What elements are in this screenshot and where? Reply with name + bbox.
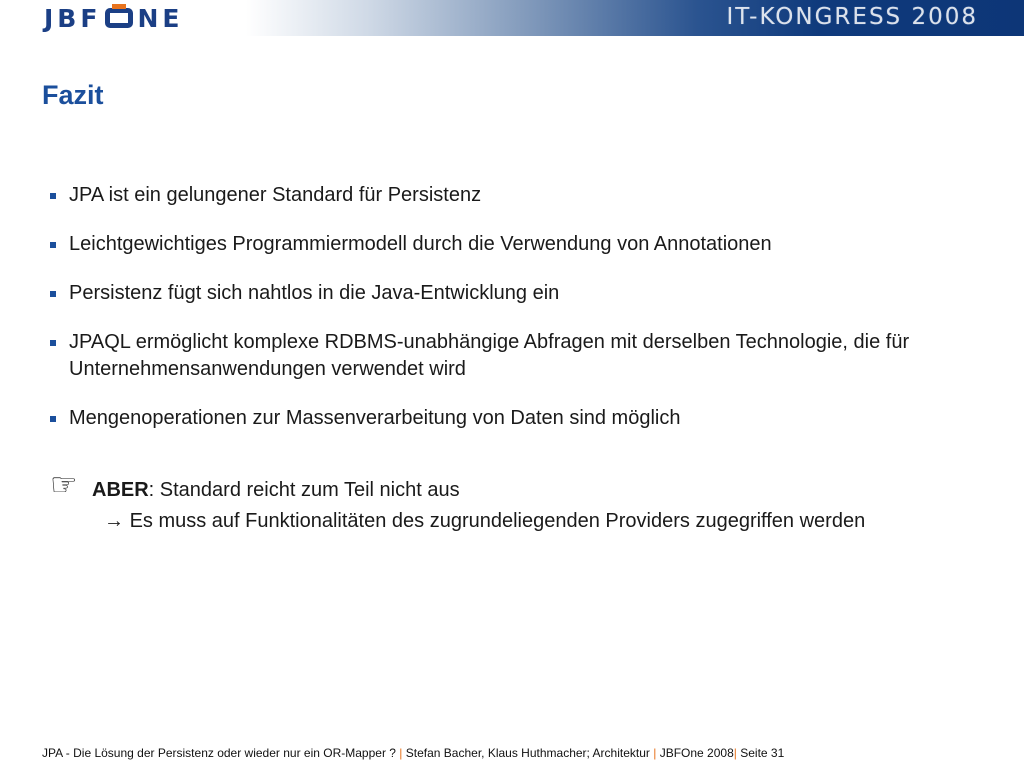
footer-separator: |: [399, 746, 403, 760]
bullet-text: JPA ist ein gelungener Standard für Persistenz: [69, 184, 482, 206]
header-banner: [0, 0, 1024, 36]
bullet-item: [50, 280, 990, 307]
bullet-item: [50, 329, 969, 383]
pointing-hand-icon: ☞: [50, 467, 78, 503]
arrow-right-icon: →: [104, 510, 124, 532]
jbfone-logo: [44, 5, 183, 31]
bullet-text: JPAQL ermöglicht komplexe RDBMS-unabhängige Abfragen mit derselben Technologie, die für Unternehmensanwendungen verwendet wird: [69, 331, 910, 380]
slide-title: Fazit: [42, 80, 104, 110]
square-bullet-icon: [50, 242, 56, 248]
footer: [42, 746, 784, 760]
footer-page: Seite 31: [740, 746, 785, 760]
bullet-text: Mengenoperationen zur Massenverarbeitung von Daten sind möglich: [69, 407, 681, 429]
logo-o-icon: [105, 8, 133, 28]
footer-title: JPA - Die Lösung der Persistenz oder wieder nur ein OR-Mapper ?: [42, 746, 396, 760]
aber-text: : Standard reicht zum Teil nicht aus: [148, 479, 460, 501]
bullet-item: [50, 182, 990, 209]
square-bullet-icon: [50, 416, 56, 422]
square-bullet-icon: [50, 291, 56, 297]
logo-text-left: JBF: [44, 3, 102, 33]
aber-line: [92, 479, 460, 502]
footer-event: JBFOne 2008: [659, 746, 734, 760]
footer-authors: Stefan Bacher, Klaus Huthmacher; Architektur: [405, 746, 650, 760]
logo-text-right: NE: [137, 3, 184, 33]
square-bullet-icon: [50, 193, 56, 199]
aber-followup-text: Es muss auf Funktionalitäten des zugrundeliegenden Providers zugegriffen werden: [129, 510, 866, 532]
congress-title: IT-KONGRESS 2008: [726, 4, 978, 30]
footer-separator: |: [653, 746, 657, 760]
aber-label: ABER: [92, 479, 149, 501]
bullet-list: [50, 182, 990, 454]
bullet-text: Leichtgewichtiges Programmiermodell durch die Verwendung von Annotationen: [69, 233, 772, 255]
square-bullet-icon: [50, 340, 56, 346]
footer-separator: |: [733, 746, 737, 760]
bullet-item: [50, 405, 990, 432]
bullet-text: Persistenz fügt sich nahtlos in die Java-Entwicklung ein: [69, 282, 560, 304]
bullet-item: [50, 231, 990, 258]
aber-followup-line: [104, 510, 865, 533]
